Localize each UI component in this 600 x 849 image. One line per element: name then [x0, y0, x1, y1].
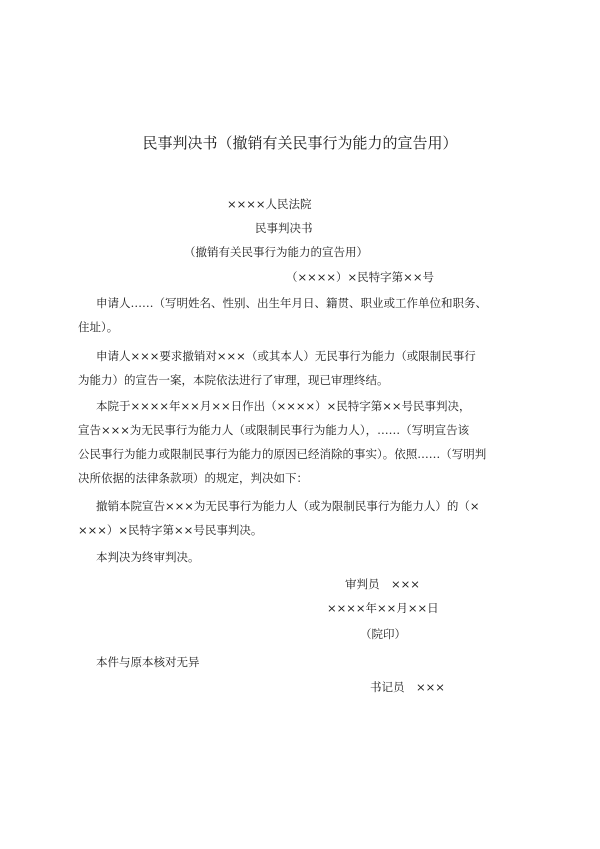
clerk-signature: 书记员 ××× — [370, 680, 445, 694]
paragraph-2-line-2: 宣告×××为无民事行为能力人（或限制民事行为能力人），……（写明宣告该 — [78, 423, 470, 437]
final-note: 本判决为终审判决。 — [96, 550, 200, 564]
paragraph-1-line-2: 为能力）的宣告一案，本院依法进行了审理，现已审理终结。 — [78, 373, 389, 387]
paragraph-2-line-1: 本院于××××年××月××日作出（××××）×民特字第××号民事判决， — [96, 399, 471, 413]
applicant-line-1: 申请人……（写明姓名、性别、出生年月日、籍贯、职业或工作单位和职务、 — [96, 296, 487, 310]
paragraph-1-line-1: 申请人×××要求撤销对×××（或其本人）无民事行为能力（或限制民事行 — [96, 349, 476, 363]
applicant-line-2: 住址）。 — [78, 320, 119, 334]
judgment-line-2: ×××）×民特字第××号民事判决。 — [78, 523, 263, 537]
document-subtitle: （撤销有关民事行为能力的宣告用） — [184, 245, 368, 259]
court-name: ××××人民法院 — [227, 197, 312, 211]
verification-note: 本件与原本核对无异 — [96, 655, 200, 669]
court-seal: （院印） — [360, 627, 406, 641]
document-type: 民事判决书 — [255, 221, 313, 235]
document-main-title: 民事判决书（撤销有关民事行为能力的宣告用） — [142, 134, 458, 152]
judgment-line-1: 撤销本院宣告×××为无民事行为能力人（或为限制民事行为能力人）的（× — [96, 499, 480, 513]
judge-signature: 审判员 ××× — [345, 577, 420, 591]
paragraph-2-line-4: 决所依据的法律条款项）的规定，判决如下： — [78, 471, 308, 485]
judgment-date: ××××年××月××日 — [327, 601, 439, 615]
paragraph-2-line-3: 公民事行为能力或限制民事行为能力的原因已经消除的事实）。依照……（写明判 — [78, 447, 487, 461]
case-number: （××××）×民特字第××号 — [286, 270, 434, 284]
